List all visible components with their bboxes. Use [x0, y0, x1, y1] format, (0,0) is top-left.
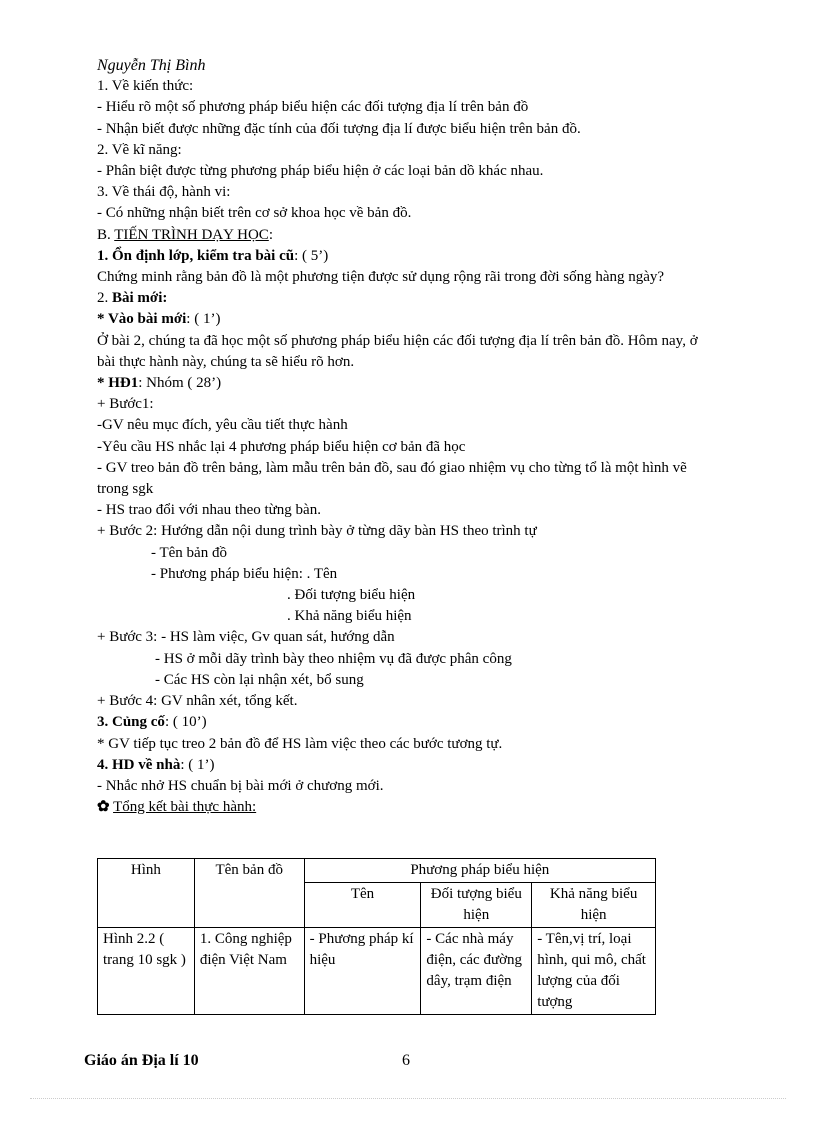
text-line: - Các HS còn lại nhận xét, bổ sung [155, 671, 364, 688]
text-line: - HS trao đổi với nhau theo từng bàn. [97, 502, 321, 519]
text-paragraph: Ở bài 2, chúng ta đã học một số phương pháp biểu hiện các đối tượng địa lí trên bản đồ. Hôm nay, ở bài thực hành này, chúng ta sẽ hiểu rõ hơn. [97, 332, 698, 370]
step-duration: : ( 5’) [294, 247, 329, 264]
text-line: 1. Về kiến thức: [97, 78, 194, 95]
step-heading [97, 309, 717, 330]
step-title: * HĐ1 [97, 375, 139, 392]
document-body [97, 55, 717, 818]
text-line: -Yêu cầu HS nhắc lại 4 phương pháp biểu hiện cơ bản đã học [97, 438, 466, 455]
text-line: . Khả năng biểu hiện [287, 608, 412, 625]
text-paragraph: Chứng minh rằng bản đồ là một phương tiện được sử dụng rộng rãi trong đời sống hàng ngày? [97, 269, 665, 286]
text-line: + Bước 4: GV nhân xét, tổng kết. [97, 693, 298, 710]
header-kha-nang: Khả năng biểu hiện [532, 883, 656, 928]
table-row [98, 928, 656, 1015]
text-line: . Đối tượng biểu hiện [287, 587, 416, 604]
summary-heading [97, 797, 717, 818]
step-duration: : Nhóm ( 28’) [138, 375, 222, 392]
header-hinh: Hình [98, 859, 195, 928]
text-line: -GV nêu mục đích, yêu cầu tiết thực hành [97, 417, 348, 434]
summary-table [97, 858, 656, 1015]
cell-ten: - Phương pháp kí hiệu [304, 928, 421, 1015]
text-line: * GV tiếp tục treo 2 bản đồ để HS làm việc theo các bước tương tự. [97, 735, 503, 752]
cell-doi-tuong: - Các nhà máy điện, các đường dây, trạm điện [421, 928, 532, 1015]
text-line: - Phương pháp biểu hiện: . Tên [151, 565, 338, 582]
page-footer [84, 1052, 644, 1070]
text-line: - HS ở mỗi dãy trình bày theo nhiệm vụ đã được phân công [155, 650, 512, 667]
text-line: 3. Về thái độ, hành vi: [97, 184, 231, 201]
step-duration: : ( 10’) [164, 714, 207, 731]
header-doi-tuong: Đối tượng biểu hiện [421, 883, 532, 928]
footer-title: Giáo án Địa lí 10 [84, 1052, 199, 1069]
cell-kha-nang: - Tên,vị trí, loại hình, qui mô, chất lượng của đối tượng [532, 928, 656, 1015]
text-line: - Có những nhận biết trên cơ sở khoa học về bản đồ. [97, 205, 412, 222]
cell-hinh: Hình 2.2 ( trang 10 sgk ) [98, 928, 195, 1015]
step-heading [97, 712, 717, 733]
text-line: - Tên bản đồ [151, 544, 227, 561]
header-ten: Tên [304, 883, 421, 928]
text-line: - Phân biệt được từng phương pháp biểu hiện ở các loại bản dồ khác nhau. [97, 163, 544, 180]
author-name: Nguyễn Thị Bình [97, 57, 206, 74]
header-ten-ban-do: Tên bản đồ [194, 859, 304, 928]
text-line: + Bước 2: Hướng dẫn nội dung trình bày ở từng dãy bàn HS theo trình tự [97, 523, 537, 540]
page-bottom-rule [30, 1098, 786, 1099]
step-heading [97, 288, 717, 309]
heading-suffix: : [268, 226, 273, 243]
text-line: + Bước1: [97, 396, 154, 413]
step-title: 4. HD về nhà [97, 756, 181, 773]
step-title: 1. Ổn định lớp, kiểm tra bài cũ [97, 247, 295, 264]
text-line: 2. Về kĩ năng: [97, 141, 182, 158]
step-title: Bài mới: [112, 290, 168, 307]
header-phuong-phap: Phương pháp biểu hiện [304, 859, 655, 883]
text-paragraph: - GV treo bản đồ trên bảng, làm mẫu trên bản đồ, sau đó giao nhiệm vụ cho từng tổ là một hình vẽ trong sgk [97, 459, 687, 498]
heading-title: TIẾN TRÌNH DẠY HỌC [114, 226, 269, 243]
page-number: 6 [402, 1052, 410, 1069]
step-duration: : ( 1’) [186, 311, 221, 328]
step-heading [97, 755, 717, 776]
step-heading [97, 373, 717, 394]
flower-icon: ✿ [97, 799, 110, 816]
step-heading [97, 246, 717, 267]
step-number: 2. [97, 290, 112, 307]
section-heading [97, 225, 717, 246]
text-line: + Bước 3: - HS làm việc, Gv quan sát, hướng dẫn [97, 629, 395, 646]
summary-title: Tổng kết bài thực hành: [113, 799, 257, 816]
cell-ten-ban-do: 1. Công nghiệp điện Việt Nam [194, 928, 304, 1015]
text-line: - Hiểu rõ một số phương pháp biểu hiện các đối tượng địa lí trên bản đồ [97, 99, 529, 116]
text-line: - Nhận biết được những đặc tính của đối tượng địa lí được biểu hiện trên bản đồ. [97, 120, 581, 137]
step-title: * Vào bài mới [97, 311, 187, 328]
step-duration: : ( 1’) [180, 756, 215, 773]
heading-prefix: B. [97, 226, 115, 243]
step-title: 3. Củng cố [97, 714, 165, 731]
text-line: - Nhắc nhở HS chuẩn bị bài mới ở chương mới. [97, 777, 384, 794]
